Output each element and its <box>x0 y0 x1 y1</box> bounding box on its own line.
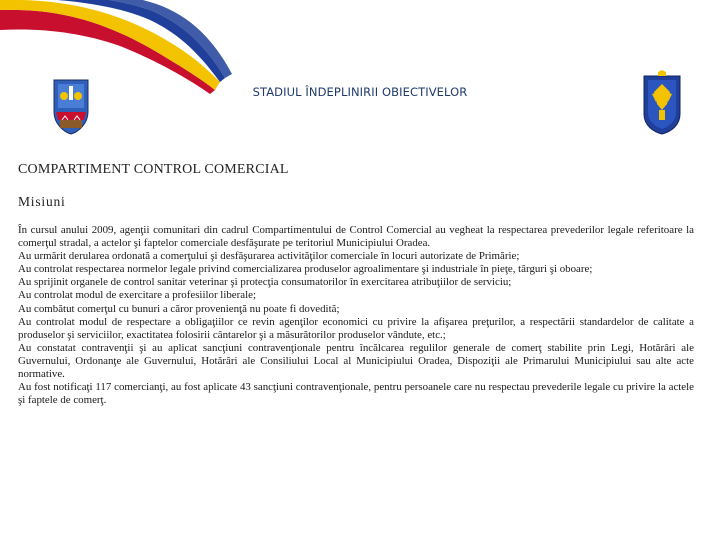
section-subheading: Misiuni <box>18 194 66 209</box>
paragraph: Au controlat modul de respectare a obligaţiilor ce revin agenţilor economici cu privire la afişarea preţurilor, a respectării standardelor de calitate a produselor şi serviciilor, exactitatea folosirii cântarelor şi a măsurătorilor produselor vândute, etc.; <box>18 315 694 341</box>
paragraph: Au urmărit derularea ordonată a comerţului şi desfăşurarea activităţilor comerciale în locuri autorizate de Primărie; <box>18 250 520 263</box>
page-title: STADIUL ÎNDEPLINIRII OBIECTIVELOR <box>252 85 468 99</box>
paragraph: În cursul anului 2009, agenţii comunitari din cadrul Compartimentului de Control Comercial au vegheat la respectarea prevederilor legale referitoare la comerţul stradal, a actelor şi faptelor comerciale desfăşurate pe teritoriul Municipiului Oradea. <box>18 224 694 250</box>
paragraph: Au controlat modul de exercitare a profesiilor liberale; <box>18 289 256 302</box>
paragraph: Au constatat contravenţii şi au aplicat sancţiuni contravenţionale pentru încălcarea regulilor generale de comerţ stabilite prin Legi, Hotărâri ale Guvernului, Ordonanţe ale Guvernului, Hotărâri ale Consiliului Local al Municipiului Oradea, Dispoziţii ale Primarului Municipiului sau alte acte normative. <box>18 341 694 381</box>
paragraph: Au controlat respectarea normelor legale privind comercializarea produselor agroalimentare şi industriale în pieţe, târguri şi oboare; <box>18 263 593 276</box>
paragraph: Au combătut comerţul cu bunuri a căror provenienţă nu poate fi dovedită; <box>18 302 340 315</box>
police-crest-icon <box>640 70 684 136</box>
missions-text <box>18 224 694 407</box>
section-heading: COMPARTIMENT CONTROL COMERCIAL <box>18 162 289 177</box>
paragraph: Au sprijinit organele de control sanitar veterinar şi protecţia consumatorilor în exercitarea atribuţiilor de serviciu; <box>18 276 512 289</box>
paragraph: Au fost notificaţi 117 comercianţi, au fost aplicate 43 sancţiuni contravenţionale, pentru persoanele care nu respectau prevederile legale cu privire la actele şi faptele de comerţ. <box>18 381 694 407</box>
